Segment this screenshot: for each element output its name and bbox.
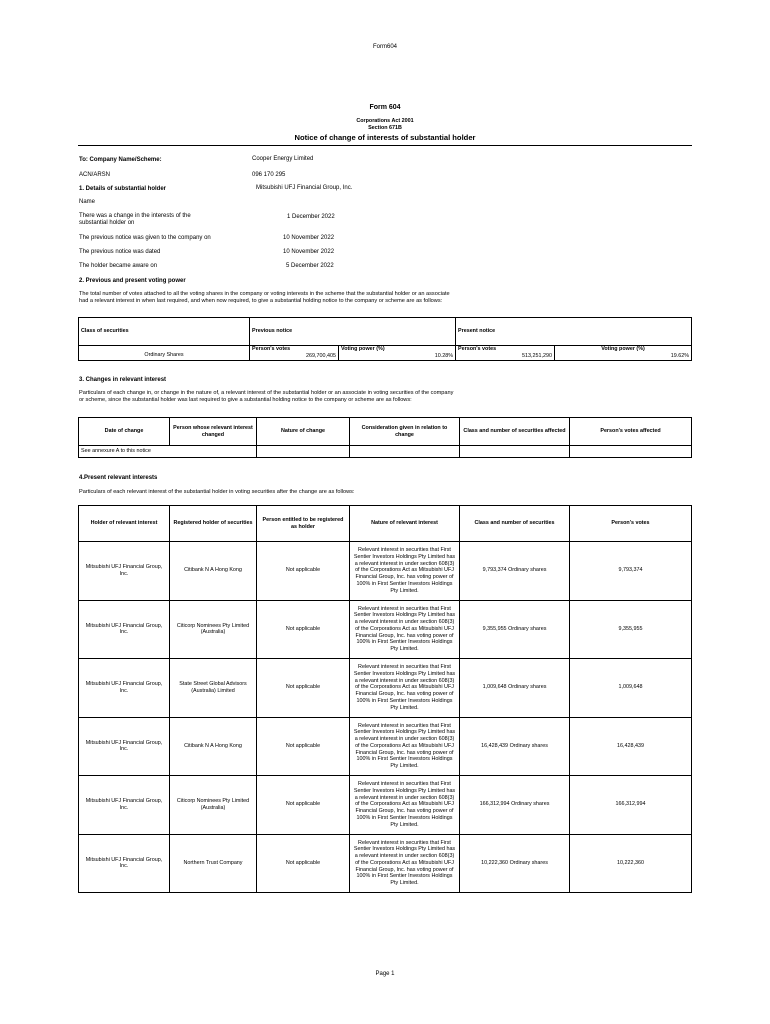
section3-heading: 3. Changes in relevant interest: [79, 377, 167, 383]
acn-arsn-value: 096 170 295: [252, 172, 286, 178]
col-class: Class of securities: [79, 318, 250, 346]
change-date-value: 1 December 2022: [287, 214, 335, 220]
nature-cell: Relevant interest in securities that First Sentier Investors Holdings Pty Limited has a relevant interest in under section 608(3) of the Corporations Act as Mitsubishi UFJ Financial Group, Inc. has voting power of 100% in First Sentier Investors Holdings Pty Limited.: [350, 600, 460, 659]
prev-power-label: Voting power (%): [341, 346, 385, 352]
nature-cell: Relevant interest in securities that First Sentier Investors Holdings Pty Limited has a relevant interest in under section 608(3) of the Corporations Act as Mitsubishi UFJ Financial Group, Inc. has voting power of 100% in First Sentier Investors Holdings Pty Limited.: [350, 776, 460, 835]
securities-number: 10,222,360: [481, 859, 509, 866]
votes-cell: 10,222,360: [570, 834, 692, 893]
votes-cell: 9,355,955: [570, 600, 692, 659]
voting-power-table: [78, 317, 692, 361]
notice-title: Notice of change of interests of substantial holder: [294, 133, 476, 142]
nature-cell: Relevant interest in securities that First Sentier Investors Holdings Pty Limited has a relevant interest in under section 608(3) of the Corporations Act as Mitsubishi UFJ Financial Group, Inc. has voting power of 100% in First Sentier Investors Holdings Pty Limited.: [350, 717, 460, 776]
interest-rows: [79, 542, 692, 893]
prev-given-label: The previous notice was given to the company on: [79, 235, 211, 241]
holder-cell: Mitsubishi UFJ Financial Group, Inc.: [79, 834, 170, 893]
pres-votes-value: 513,251,290: [522, 352, 552, 359]
votes-cell: 16,428,439: [570, 717, 692, 776]
col-consideration: Consideration given in relation to change: [350, 418, 460, 446]
see-annexure: See annexure A to this notice: [79, 446, 257, 458]
col-class-number: Class and number of securities affected: [460, 418, 570, 446]
pres-power-cell: [555, 346, 692, 361]
registered-holder-cell: Northern Trust Company: [170, 834, 257, 893]
table-row: [79, 717, 692, 776]
class-number-cell: [460, 717, 570, 776]
table-row: [79, 600, 692, 659]
nature-cell: Relevant interest in securities that First Sentier Investors Holdings Pty Limited has a relevant interest in under section 608(3) of the Corporations Act as Mitsubishi UFJ Financial Group, Inc. has voting power of 100% in First Sentier Investors Holdings Pty Limited.: [350, 834, 460, 893]
col-entitled: Person entitled to be registered as holder: [257, 506, 350, 542]
table-row: [79, 776, 692, 835]
prev-dated-value: 10 November 2022: [283, 249, 335, 255]
aware-label: The holder became aware on: [79, 263, 158, 269]
entitled-cell: Not applicable: [257, 600, 350, 659]
section2-paragraph: The total number of votes attached to all the voting shares in the company or voting interests in the scheme that the substantial holder or an associate had a relevant interest in when last required, and when now required, to give a substantial holding notice to the company or scheme are as follows:: [79, 291, 450, 304]
securities-number: 16,428,439: [481, 742, 509, 749]
registered-holder-cell: State Street Global Advisors (Australia) Limited: [170, 659, 257, 718]
votes-cell: 166,312,994: [570, 776, 692, 835]
table-row: [79, 542, 692, 601]
registered-holder-cell: Citibank N A Hong Kong: [170, 542, 257, 601]
securities-number: 166,312,994: [479, 801, 510, 808]
to-company-label: To: Company Name/Scheme:: [79, 157, 162, 163]
col-persons-votes: Person's votes: [570, 506, 692, 542]
holder-name-value: Mitsubishi UFJ Financial Group, Inc.: [256, 185, 353, 191]
prev-votes-value: 269,700,405: [306, 352, 336, 359]
col-previous: Previous notice: [250, 318, 456, 346]
prev-power-value: 10.28%: [434, 352, 453, 359]
section-name: Section 671B: [368, 125, 402, 131]
securities-number: 9,355,955: [482, 625, 507, 632]
votes-cell: 9,793,374: [570, 542, 692, 601]
page-number: Page 1: [375, 971, 395, 977]
col-nature-interest: Nature of relevant interest: [350, 506, 460, 542]
prev-votes-label: Person's votes: [252, 346, 291, 352]
col-present: Present notice: [456, 318, 692, 346]
col-registered-holder: Registered holder of securities: [170, 506, 257, 542]
holder-cell: Mitsubishi UFJ Financial Group, Inc.: [79, 542, 170, 601]
prev-votes-cell: [250, 346, 339, 361]
section1-heading: 1. Details of substantial holder: [79, 186, 167, 192]
securities-class: Ordinary shares: [511, 801, 550, 808]
securities-number: 1,009,648: [482, 684, 507, 691]
change-date-label: There was a change in the interests of the substantial holder on: [79, 213, 191, 227]
section3-paragraph: Particulars of each change in, or change in the nature of, a relevant interest of the substantial holder or an associate in voting securities of the company or scheme, since the substantial holder was last required to give a substantial holding notice to the company or scheme are as follows:: [79, 390, 454, 403]
section2-heading: 2. Previous and present voting power: [79, 278, 186, 284]
nature-cell: Relevant interest in securities that First Sentier Investors Holdings Pty Limited has a relevant interest in under section 608(3) of the Corporations Act as Mitsubishi UFJ Financial Group, Inc. has voting power of 100% in First Sentier Investors Holdings Pty Limited.: [350, 542, 460, 601]
securities-class: Ordinary shares: [508, 684, 547, 691]
securities-class: Ordinary shares: [508, 567, 547, 574]
col-date-of-change: Date of change: [79, 418, 170, 446]
col-holder: Holder of relevant interest: [79, 506, 170, 542]
entitled-cell: Not applicable: [257, 776, 350, 835]
securities-number: 9,793,374: [482, 567, 507, 574]
title-rule: [78, 145, 692, 146]
securities-class: Ordinary shares: [509, 742, 548, 749]
col-votes-affected: Person's votes affected: [570, 418, 692, 446]
col-nature-of-change: Nature of change: [257, 418, 350, 446]
holder-cell: Mitsubishi UFJ Financial Group, Inc.: [79, 600, 170, 659]
pres-votes-cell: [456, 346, 555, 361]
section4-heading: 4.Present relevant interests: [79, 475, 158, 481]
securities-class: Ordinary shares: [508, 625, 547, 632]
company-name-value: Cooper Energy Limited: [252, 156, 314, 162]
pres-power-value: 19.62%: [670, 352, 689, 359]
name-label: Name: [79, 199, 96, 205]
pres-power-label: Voting power (%): [601, 346, 645, 352]
entitled-cell: Not applicable: [257, 659, 350, 718]
class-value: Ordinary Shares: [79, 346, 250, 361]
running-header: Form604: [372, 44, 397, 50]
class-number-cell: [460, 776, 570, 835]
col-class-number-securities: Class and number of securities: [460, 506, 570, 542]
acn-arsn-label: ACN/ARSN: [79, 172, 111, 178]
registered-holder-cell: Citibank N A Hong Kong: [170, 717, 257, 776]
entitled-cell: Not applicable: [257, 542, 350, 601]
section4-paragraph: Particulars of each relevant interest of the substantial holder in voting securities after the change are as follows:: [79, 489, 355, 495]
securities-class: Ordinary shares: [509, 859, 548, 866]
table-row: [79, 659, 692, 718]
form-title: Form 604: [369, 104, 401, 111]
holder-cell: Mitsubishi UFJ Financial Group, Inc.: [79, 659, 170, 718]
registered-holder-cell: Citicorp Nominees Pty Limited (Australia): [170, 600, 257, 659]
entitled-cell: Not applicable: [257, 834, 350, 893]
entitled-cell: Not applicable: [257, 717, 350, 776]
act-name: Corporations Act 2001: [356, 118, 414, 124]
nature-cell: Relevant interest in securities that First Sentier Investors Holdings Pty Limited has a relevant interest in under section 608(3) of the Corporations Act as Mitsubishi UFJ Financial Group, Inc. has voting power of 100% in First Sentier Investors Holdings Pty Limited.: [350, 659, 460, 718]
table-row: [79, 834, 692, 893]
col-person-changed: Person whose relevant interest changed: [170, 418, 257, 446]
prev-power-cell: [339, 346, 456, 361]
class-number-cell: [460, 542, 570, 601]
holder-cell: Mitsubishi UFJ Financial Group, Inc.: [79, 776, 170, 835]
holder-cell: Mitsubishi UFJ Financial Group, Inc.: [79, 717, 170, 776]
prev-dated-label: The previous notice was dated: [79, 249, 161, 255]
registered-holder-cell: Citicorp Nominees Pty Limited (Australia): [170, 776, 257, 835]
changes-table: [78, 417, 692, 458]
pres-votes-label: Person's votes: [458, 346, 497, 352]
aware-value: 5 December 2022: [286, 263, 334, 269]
prev-given-value: 10 November 2022: [283, 235, 335, 241]
class-number-cell: [460, 659, 570, 718]
present-interests-table: [78, 505, 692, 893]
votes-cell: 1,009,648: [570, 659, 692, 718]
class-number-cell: [460, 600, 570, 659]
class-number-cell: [460, 834, 570, 893]
